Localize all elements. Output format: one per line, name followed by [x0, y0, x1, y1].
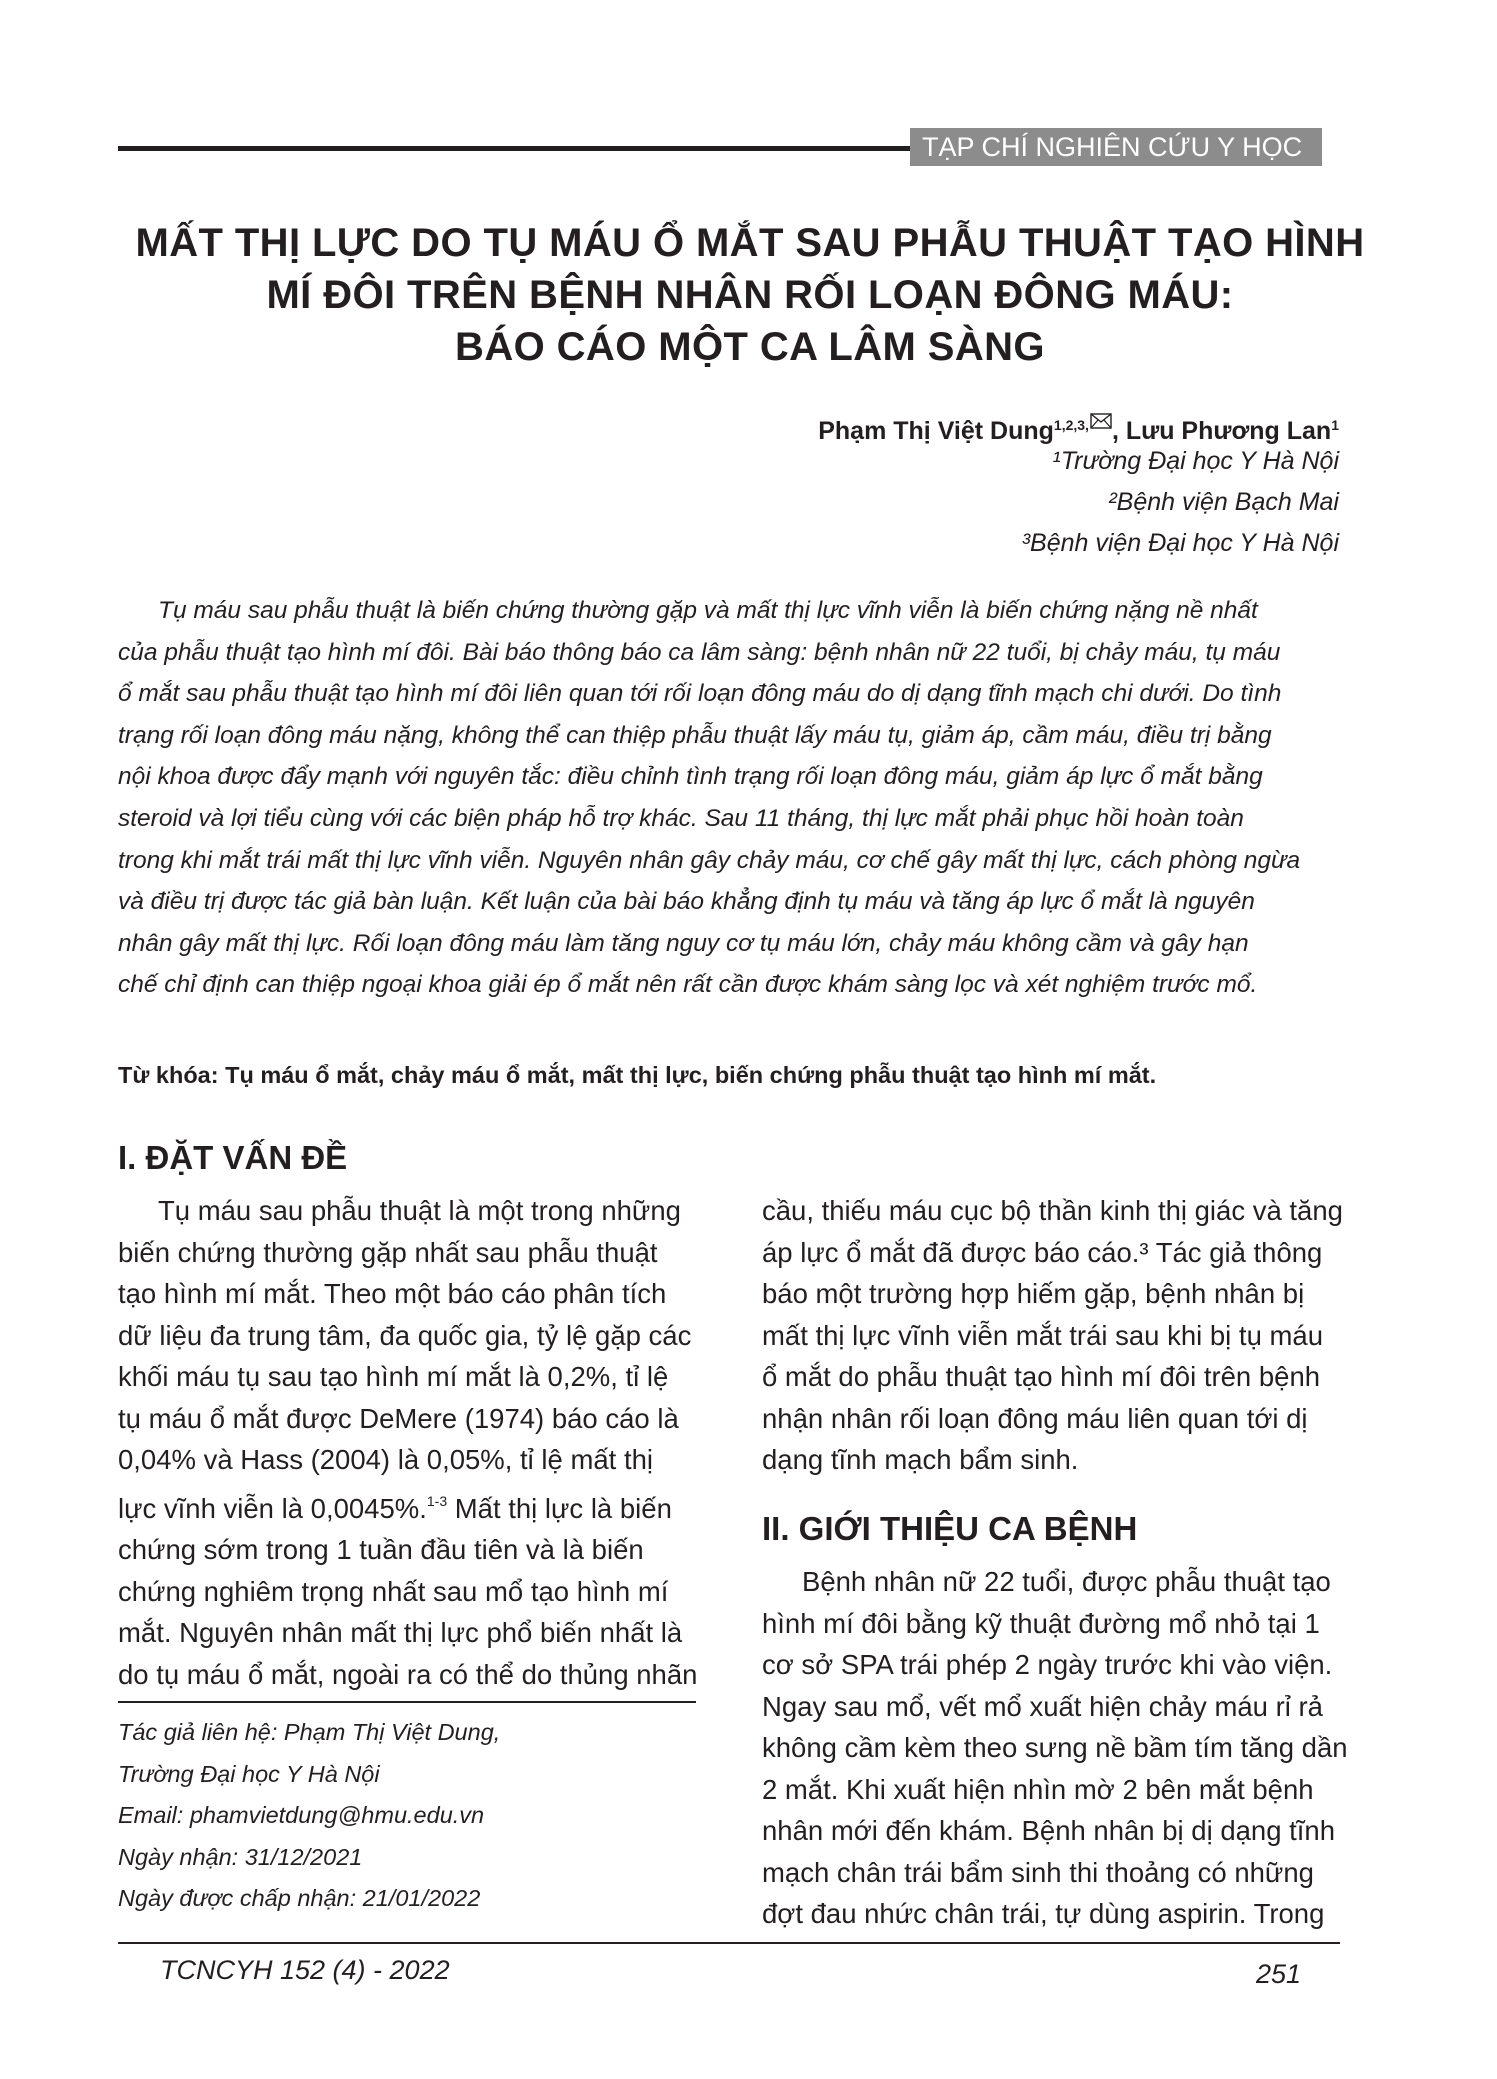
body-line: Tụ máu sau phẫu thuật là một trong những [158, 1195, 681, 1226]
corresponding-author-footnote [118, 1712, 698, 1920]
title-line-1: MẤT THỊ LỰC DO TỤ MÁU Ổ MẮT SAU PHẪU THUẬT TẠO HÌNH [135, 221, 1365, 265]
footnote-email: Email: phamvietdung@hmu.edu.vn [118, 1802, 485, 1829]
body-line: hình mí đôi bằng kỹ thuật đường mổ nhỏ tại 1 [762, 1607, 1320, 1639]
footer-rule [118, 1942, 1340, 1944]
journal-citation: TCNCYH 152 (4) - 2022 [160, 1955, 450, 1985]
abstract-line: ổ mắt sau phẫu thuật tạo hình mí đôi liên quan tới rối loạn đông máu do dị dạng tĩnh mạch chi dưới. Do tình [118, 680, 1282, 708]
body-line: dữ liệu đa trung tâm, đa quốc gia, tỷ lệ gặp các [118, 1319, 692, 1351]
journal-name-badge: TẠP CHÍ NGHIÊN CỨU Y HỌC [910, 128, 1322, 166]
body-line: mất thị lực vĩnh viễn mắt trái sau khi bị tụ máu [762, 1319, 1323, 1351]
title-line-3: BÁO CÁO MỘT CA LÂM SÀNG [455, 325, 1045, 369]
footnote-line: Trường Đại học Y Hà Nội [118, 1760, 380, 1787]
footnote-line: Tác giả liên hệ: Phạm Thị Việt Dung, [118, 1719, 501, 1745]
body-line: cầu, thiếu máu cục bộ thần kinh thị giác và tăng [762, 1195, 1343, 1226]
body-line: khối máu tụ sau tạo hình mí mắt là 0,2%, tỉ lệ [118, 1361, 669, 1392]
abstract-line: trạng rối loạn đông máu nặng, không thể can thiệp phẫu thuật lấy máu tụ, giảm áp, cầm máu, điều trị bằng [118, 721, 1272, 749]
body-line: 2 mắt. Khi xuất hiện nhìn mờ 2 bên mắt bệnh [762, 1773, 1314, 1805]
right-column-text-section-2 [762, 1561, 1348, 1935]
title-line-2: MÍ ĐÔI TRÊN BỆNH NHÂN RỐI LOẠN ĐÔNG MÁU: [266, 273, 1234, 317]
abstract-line: của phẫu thuật tạo hình mí đôi. Bài báo thông báo ca lâm sàng: bệnh nhân nữ 22 tuổi, bị chảy máu, tụ máu [118, 638, 1281, 666]
mail-icon [1090, 403, 1112, 439]
right-column-text-section-1 [762, 1190, 1344, 1481]
author-separator: , [1111, 417, 1126, 445]
body-line: chứng nghiêm trọng nhất sau mổ tạo hình mí [118, 1575, 669, 1607]
body-line: do tụ máu ổ mắt, ngoài ra có thể do thủng nhãn [118, 1658, 698, 1690]
footnote-rule [118, 1701, 696, 1703]
abstract-line: steroid và lợi tiểu cùng với các biện pháp hỗ trợ khác. Sau 11 tháng, thị lực mắt phải phục hồi hoàn toàn [118, 804, 1244, 832]
body-line: không cầm kèm theo sưng nề bầm tím tăng dần [762, 1732, 1348, 1763]
body-line: tạo hình mí mắt. Theo một báo cáo phân tích [118, 1278, 667, 1309]
affiliation-1: ¹Trường Đại học Y Hà Nội [1052, 447, 1339, 475]
author-name-1: Phạm Thị Việt Dung [818, 417, 1054, 445]
affiliation-2: ²Bệnh viện Bạch Mai [1108, 488, 1339, 516]
abstract-line: chế chỉ định can thiệp ngoại khoa giải ép ổ mắt nên rất cần được khám sàng lọc và xét nghiệm trước mổ. [118, 971, 1258, 999]
author-2-affiliation-marks: 1 [1331, 417, 1339, 433]
abstract-line: nhân gây mất thị lực. Rối loạn đông máu làm tăng nguy cơ tụ máu lớn, chảy máu không cầm và gây hạn [118, 929, 1249, 957]
author-1-affiliation-marks: 1,2,3, [1053, 417, 1089, 433]
body-line: Bệnh nhân nữ 22 tuổi, được phẫu thuật tạo [802, 1566, 1331, 1597]
header-rule [118, 146, 910, 151]
footnote-received-date: Ngày nhận: 31/12/2021 [118, 1843, 363, 1870]
author-name-2: Lưu Phương Lan [1125, 417, 1332, 445]
page-number: 251 [1255, 1959, 1301, 1989]
abstract [118, 590, 1340, 1006]
body-line: 0,04% và Hass (2004) là 0,05%, tỉ lệ mất thị [118, 1444, 653, 1475]
abstract-line: Tụ máu sau phẫu thuật là biến chứng thường gặp và mất thị lực vĩnh viễn là biến chứng nặng nề nhất [158, 597, 1258, 624]
body-line: tụ máu ổ mắt được DeMere (1974) báo cáo là [118, 1402, 679, 1434]
body-line: áp lực ổ mắt đã được báo cáo.³ Tác giả thông [762, 1236, 1323, 1268]
article-title [100, 217, 1400, 373]
body-line: biến chứng thường gặp nhất sau phẫu thuật [118, 1236, 658, 1268]
body-line: mắt. Nguyên nhân mất thị lực phổ biến nhất là [118, 1617, 683, 1648]
section-heading-case-report: II. GIỚI THIỆU CA BỆNH [762, 1510, 1138, 1547]
abstract-line: nội khoa được đẩy mạnh với nguyên tắc: điều chỉnh tình trạng rối loạn đông máu, giảm áp lực ổ mắt bằng [118, 763, 1263, 791]
body-line: đợt đau nhức chân trái, tự dùng aspirin. Trong [762, 1898, 1325, 1929]
body-line: dạng tĩnh mạch bẩm sinh. [762, 1444, 1079, 1475]
body-line: nhận nhân rối loạn đông máu liên quan tới dị [762, 1402, 1308, 1434]
body-line-text: lực vĩnh viễn là 0,0045%. [118, 1492, 427, 1524]
section-heading-introduction: I. ĐẶT VẤN ĐỀ [118, 1139, 348, 1176]
left-column-text [118, 1190, 700, 1695]
body-line: chứng sớm trong 1 tuần đầu tiên và là biến [118, 1534, 644, 1565]
abstract-line: trong khi mắt trái mất thị lực vĩnh viễn. Nguyên nhân gây chảy máu, cơ chế gây mất thị lực, cách phòng ngừa [118, 846, 1301, 874]
affiliation-3: ³Bệnh viện Đại học Y Hà Nội [1021, 529, 1339, 557]
body-line: báo một trường hợp hiếm gặp, bệnh nhân bị [762, 1278, 1305, 1309]
body-line: cơ sở SPA trái phép 2 ngày trước khi vào viện. [762, 1649, 1333, 1680]
body-line: Ngay sau mổ, vết mổ xuất hiện chảy máu rỉ rả [762, 1690, 1323, 1722]
body-line: nhân mới đến khám. Bệnh nhân bị dị dạng tĩnh [762, 1815, 1336, 1846]
body-line: mạch chân trái bẩm sinh thi thoảng có những [762, 1856, 1314, 1888]
body-line [118, 1481, 700, 1530]
citation-superscript: 1-3 [426, 1492, 448, 1509]
abstract-line: và điều trị được tác giả bàn luận. Kết luận của bài báo khẳng định tụ máu và tăng áp lực ổ mắt là nguyên [118, 888, 1255, 916]
keywords: Từ khóa: Tụ máu ổ mắt, chảy máu ổ mắt, mất thị lực, biến chứng phẫu thuật tạo hình mí mắt. [118, 1062, 1157, 1088]
footnote-accepted-date: Ngày được chấp nhận: 21/01/2022 [118, 1885, 481, 1912]
body-line: ổ mắt do phẫu thuật tạo hình mí đôi trên bệnh [762, 1361, 1321, 1392]
body-line-text: Mất thị lực là biến [447, 1492, 672, 1524]
